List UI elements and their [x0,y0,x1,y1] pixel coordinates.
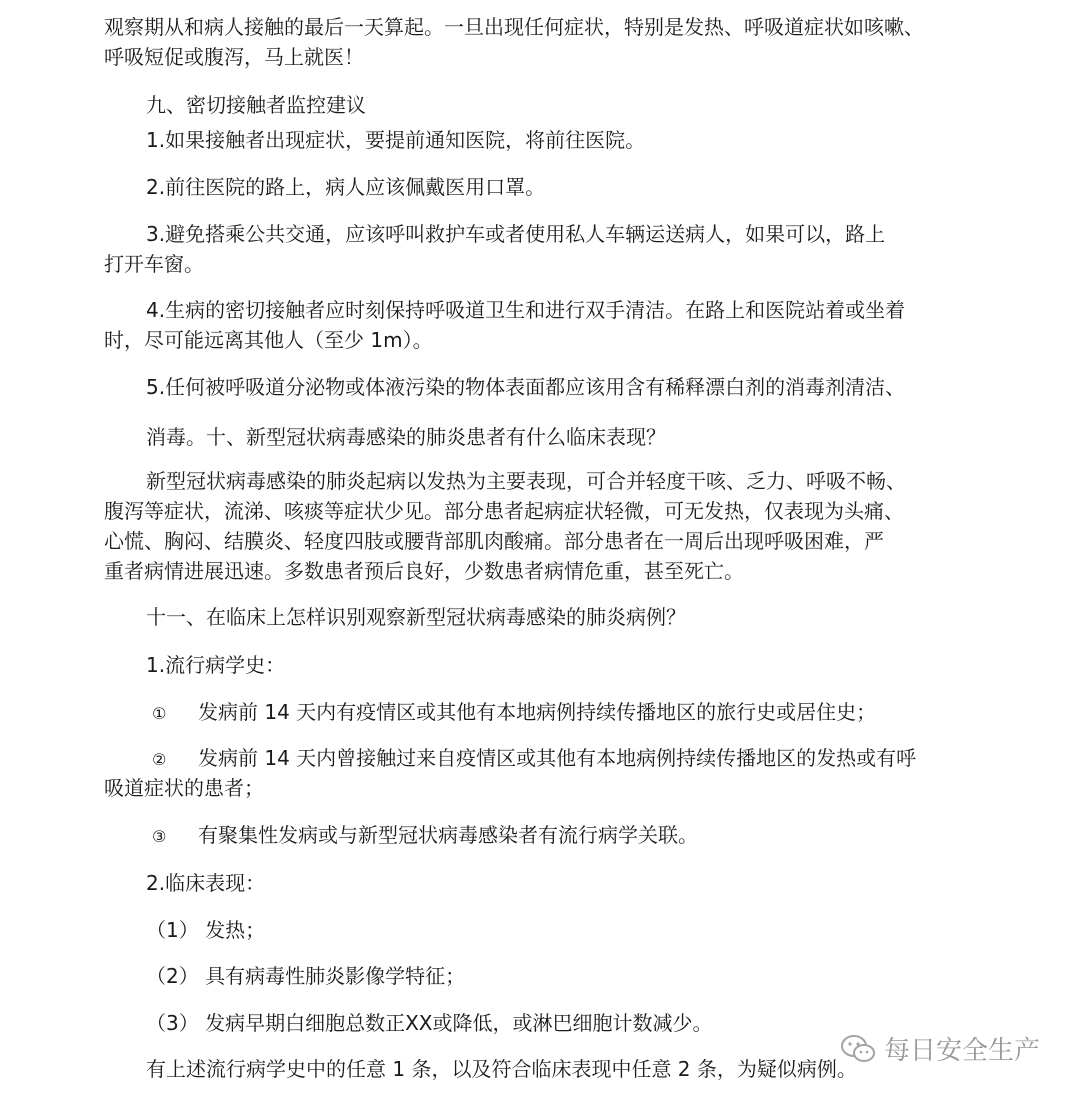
wechat-icon [840,1034,876,1064]
sub-list-item: ③ 有聚集性发病或与新型冠状病毒感染者有流行病学关联。 [152,820,698,852]
circled-number: ② [152,750,167,769]
sub-list-item: ② 发病前 14 天内曾接触过来自疫情区或其他有本地病例持续传播地区的发热或有呼 [152,743,916,775]
list-item: 3.避免搭乘公共交通，应该呼叫救护车或者使用私人车辆运送病人，如果可以，路上 [146,222,886,246]
sub-list-item: （1） 发热； [146,918,266,942]
watermark-text: 每日安全生产 [884,1036,1041,1066]
sub-list-item: （3） 发病早期白细胞总数正XX或降低，或淋巴细胞计数减少。 [146,1011,713,1035]
section-heading: 九、密切接触者监控建议 [146,93,366,117]
paragraph-line: 重者病情进展迅速。多数患者预后良好，少数患者病情危重，甚至死亡。 [104,559,744,583]
section-heading: 消毒。十、新型冠状病毒感染的肺炎患者有什么临床表现？ [146,425,666,449]
text-line: 呼吸短促或腹泻，马上就医！ [104,45,364,69]
paragraph-line: 腹泻等症状，流涕、咳痰等症状少见。部分患者起病症状轻微，可无发热，仅表现为头痛、 [104,499,904,523]
watermark [840,1030,1040,1067]
list-item: 2.前往医院的路上，病人应该佩戴医用口罩。 [146,175,546,199]
text-line: 时，尽可能远离其他人（至少 1m）。 [104,328,433,352]
paragraph-line: 新型冠状病毒感染的肺炎起病以发热为主要表现，可合并轻度干咳、乏力、呼吸不畅、 [146,469,906,493]
paragraph-line: 心慌、胸闷、结膜炎、轻度四肢或腰背部肌肉酸痛。部分患者在一周后出现呼吸困难，严 [104,529,884,553]
list-item: 1.流行病学史： [146,653,286,677]
list-item: 2.临床表现： [146,871,266,895]
circled-number: ① [152,704,167,723]
sub-list-item: （2） 具有病毒性肺炎影像学特征； [146,964,466,988]
text-line: 观察期从和病人接触的最后一天算起。一旦出现任何症状，特别是发热、呼吸道症状如咳嗽、 [104,15,924,39]
list-item: 4.生病的密切接触者应时刻保持呼吸道卫生和进行双手清洁。在路上和医院站着或坐着 [146,298,906,322]
section-heading: 十一、在临床上怎样识别观察新型冠状病毒感染的肺炎病例？ [146,605,686,629]
circled-number: ③ [152,827,167,846]
conclusion-line: 有上述流行病学史中的任意 1 条，以及符合临床表现中任意 2 条，为疑似病例。 [146,1057,857,1081]
sub-list-item: ① 发病前 14 天内有疫情区或其他有本地病例持续传播地区的旅行史或居住史； [152,697,876,729]
list-item: 5.任何被呼吸道分泌物或体液污染的物体表面都应该用含有稀释漂白剂的消毒剂清洁、 [146,375,906,399]
text-line: 吸道症状的患者； [104,776,264,800]
text-line: 打开车窗。 [104,252,204,276]
list-item: 1.如果接触者出现症状，要提前通知医院，将前往医院。 [146,128,646,152]
